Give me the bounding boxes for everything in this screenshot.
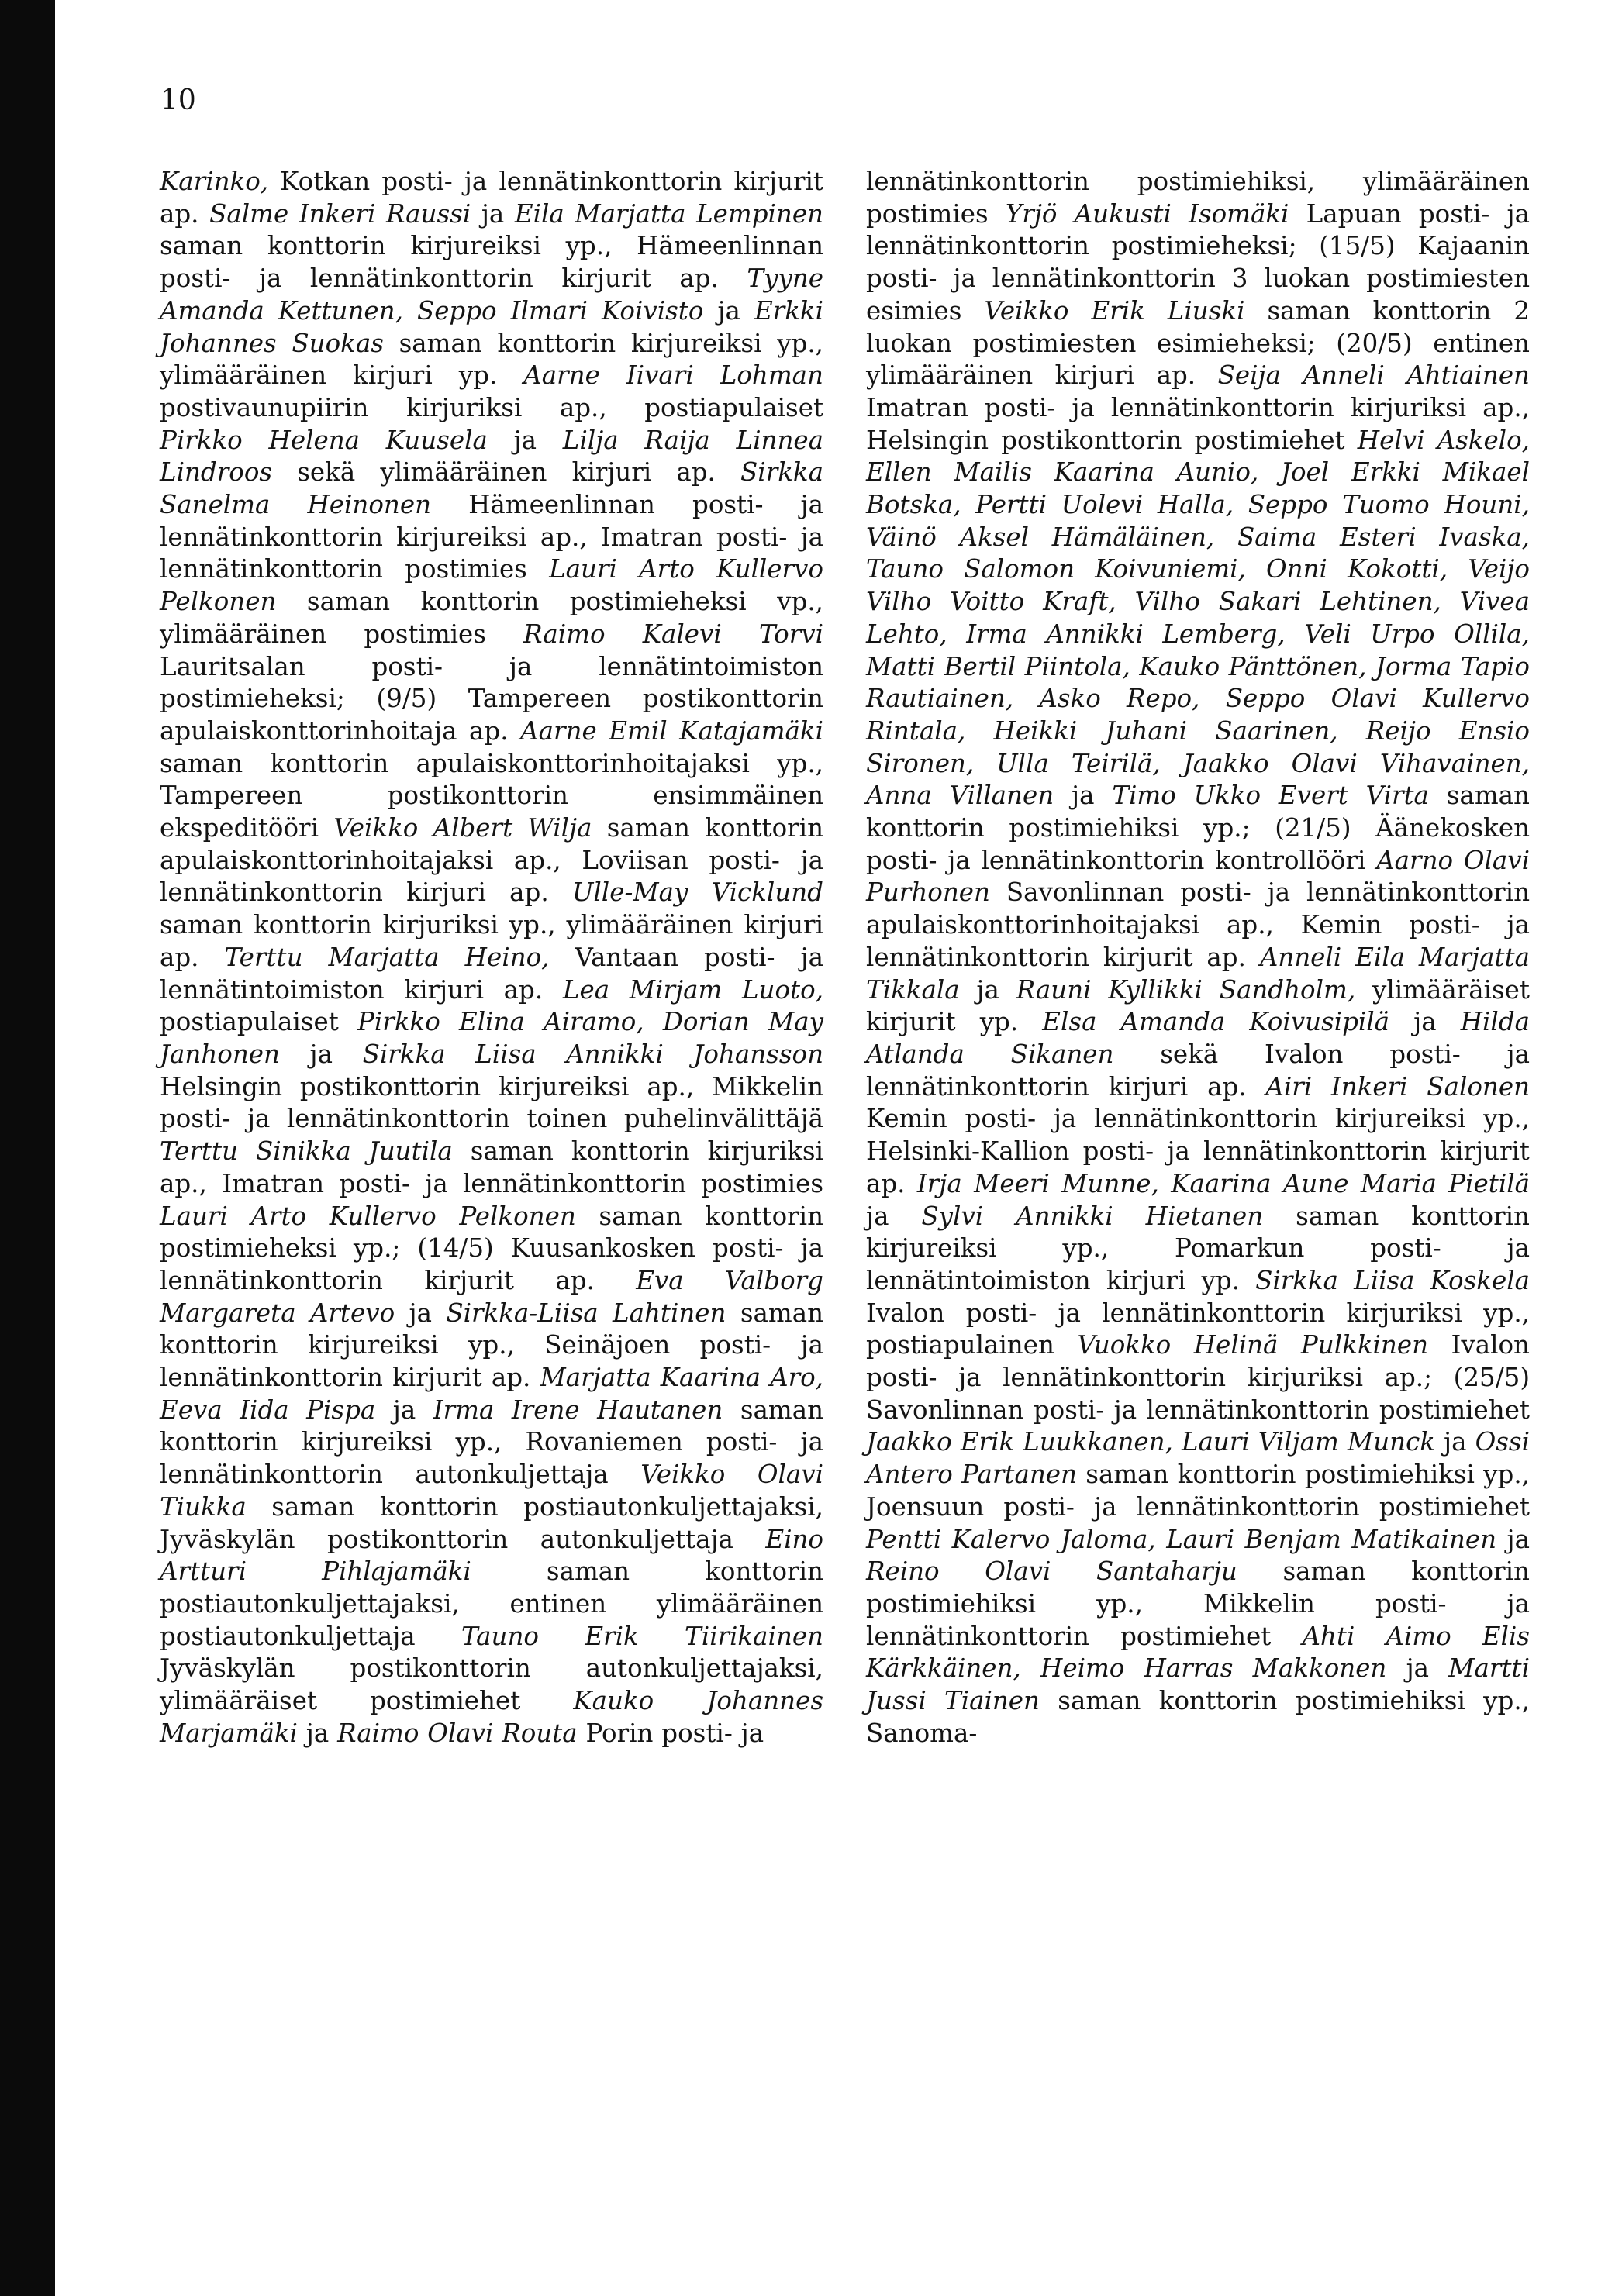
body-text: ja xyxy=(487,425,563,455)
person-name: Aarne Iivari Lohman xyxy=(523,360,823,391)
person-name: Sylvi Annikki Hietanen xyxy=(921,1201,1264,1231)
text-column-left xyxy=(160,166,823,1750)
person-name: Helvi Askelo, Ellen Mailis Kaarina Aunio, Joel Erkki Mikael Botska, Pertti Uolevi Halla, Seppo Tuomo Houni, Väinö Aksel Hämäläinen, Saima Esteri Ivaska, Tauno Salomon Koivuniemi, Onni Kokotti, Veijo Vilho Voitto Kraft, Vilho Sakari Lehtinen, Vivea Lehto, Irma Annikki Lemberg, Veli Urpo Ollila, Matti Bertil Piintola, Kauko Pänttönen, Jorma Tapio Rautiainen, Asko Repo, Seppo Olavi Kullervo Rintala, Heikki Juhani Saarinen, Reijo Ensio Sironen, Ulla Teirilä, Jaakko Olavi Vihavainen, Anna Villanen xyxy=(866,425,1530,811)
body-text: sekä Ivalon posti- ja lennätinkonttorin kirjuri ap. xyxy=(866,1039,1531,1101)
body-text: saman konttorin postimiehiksi yp., Mikkelin posti- ja lennätinkonttorin postimiehet xyxy=(866,1557,1530,1651)
person-name: Veikko Erik Liuski xyxy=(984,295,1245,326)
person-name: Sirkka Sanelma Heinonen xyxy=(160,457,823,520)
body-text: saman konttorin kirjureiksi yp., Seinäjoen posti- ja lennätinkonttorin kirjurit ap. xyxy=(160,1298,823,1393)
body-text: postivaunupiirin kirjuriksi ap., postiapulaiset xyxy=(160,392,823,422)
person-name: Irja Meeri Munne, Kaarina Aune Maria Pietilä xyxy=(916,1168,1531,1198)
person-name: Raimo Olavi Routa xyxy=(337,1718,578,1748)
person-name: Aarno Olavi Purhonen xyxy=(866,845,1530,908)
person-name: Tyyne Amanda Kettunen, Seppo Ilmari Koivisto xyxy=(160,264,823,326)
person-name: Veikko Albert Wilja xyxy=(333,813,592,843)
body-text: ja xyxy=(959,974,1016,1005)
body-text: Ivalon posti- ja lennätinkonttorin kirjuriksi ap.; (25/5) Savonlinnan posti- ja lennätinkonttorin postimiehet xyxy=(866,1330,1530,1425)
person-name: Elsa Amanda Koivusipilä xyxy=(1042,1007,1390,1037)
person-name: Raimo Kalevi Torvi xyxy=(523,619,823,649)
person-name: Yrjö Aukusti Isomäki xyxy=(1005,198,1289,229)
body-text: saman konttorin kirjureiksi yp., Hämeenlinnan posti- ja lennätinkonttorin kirjurit ap. xyxy=(160,231,823,294)
column-paragraph xyxy=(160,166,823,1750)
body-text: ja xyxy=(471,198,515,229)
body-text: Porin posti- ja xyxy=(577,1718,764,1748)
body-text: ja xyxy=(866,1201,922,1231)
person-name: Aarne Emil Katajamäki xyxy=(520,715,823,746)
page-number: 10 xyxy=(160,84,196,116)
person-name: Sirkka Liisa Koskela xyxy=(1255,1265,1530,1295)
body-text: Kotkan posti- ja lennätinkonttorin kirjurit ap. xyxy=(160,167,823,229)
person-name: Marjatta Kaarina Aro, Eeva Iida Pispa xyxy=(160,1363,824,1425)
person-name: Ossi Antero Partanen xyxy=(866,1427,1530,1490)
body-text: sekä ylimääräinen kirjuri ap. xyxy=(272,457,741,488)
body-text: Savonlinnan posti- ja lennätinkonttorin apulaiskonttorinhoitajaksi ap., Kemin posti- ja lennätinkonttorin kirjurit ap. xyxy=(866,877,1530,972)
person-name: Sirkka-Liisa Lahtinen xyxy=(446,1298,726,1328)
body-text: Lapuan posti- ja lennätinkonttorin postimieheksi; (15/5) Kajaanin posti- ja lennätinkonttorin 3 luokan postimiesten esimies xyxy=(866,198,1530,326)
body-text: saman konttorin postimieheksi yp.; (14/5) Kuusankosken posti- ja lennätinkonttorin kirjurit ap. xyxy=(160,1201,823,1295)
person-name: Terttu Marjatta Heino, xyxy=(224,942,550,972)
body-text: saman konttorin postiautonkuljettajaksi, Jyväskylän postikonttorin autonkuljettaja xyxy=(160,1491,823,1554)
body-text: Imatran posti- ja lennätinkonttorin kirjuriksi ap., Helsingin postikonttorin postimiehet xyxy=(866,392,1530,455)
body-text: saman konttorin kirjureiksi yp., Pomarkun posti- ja lennätintoimiston kirjuri yp. xyxy=(866,1201,1530,1295)
body-text: ja xyxy=(375,1394,433,1425)
person-name: Timo Ukko Evert Virta xyxy=(1112,781,1429,811)
body-text: ja xyxy=(279,1039,363,1069)
body-text: ja xyxy=(1496,1524,1531,1554)
body-text: ja xyxy=(703,295,754,326)
person-name: Jaakko Erik Luukkanen, Lauri Viljam Munck xyxy=(866,1427,1435,1457)
body-text: ja xyxy=(1434,1427,1475,1457)
person-name: Sirkka Liisa Annikki Johansson xyxy=(362,1039,823,1069)
body-text: saman konttorin postimieheksi vp., ylimääräinen postimies xyxy=(160,587,823,649)
body-text: lennätinkonttorin postimiehiksi, ylimääräinen postimies xyxy=(866,167,1530,229)
person-name: Vuokko Helinä Pulkkinen xyxy=(1077,1330,1428,1360)
person-name: Seija Anneli Ahtiainen xyxy=(1217,360,1530,391)
text-column-right xyxy=(866,166,1530,1750)
person-name: Ulle-May Vicklund xyxy=(572,877,823,908)
body-text: saman konttorin postimiehiksi yp., Joensuun posti- ja lennätinkonttorin postimiehet xyxy=(866,1460,1530,1522)
person-name: Hilda Atlanda Sikanen xyxy=(866,1007,1530,1069)
body-text: saman konttorin apulaiskonttorinhoitajaksi ap., Loviisan posti- ja lennätinkonttorin kirjuri ap. xyxy=(160,813,824,908)
body-text: Ivalon posti- ja lennätinkonttorin kirjuriksi yp., postiapulainen xyxy=(866,1298,1530,1360)
person-name: Veikko Olavi Tiukka xyxy=(160,1460,823,1522)
person-name: Eva Valborg Margareta Artevo xyxy=(160,1265,823,1328)
person-name: Lea Mirjam Luoto, xyxy=(562,974,823,1005)
person-name: Terttu Sinikka Juutila xyxy=(160,1136,453,1167)
body-text: saman konttorin apulaiskonttorinhoitajaksi yp., Tampereen postikonttorin ensimmäinen ekspeditööri xyxy=(160,748,823,843)
body-text: saman konttorin 2 luokan postimiesten esimieheksi; (20/5) entinen ylimääräinen kirjuri ap. xyxy=(866,295,1530,391)
person-name: Anneli Eila Marjatta Tikkala xyxy=(866,942,1531,1005)
person-name: Eino Artturi Pihlajamäki xyxy=(160,1524,823,1587)
person-name: Erkki Johannes Suokas xyxy=(160,295,823,358)
body-text: ja xyxy=(1389,1007,1461,1037)
column-paragraph xyxy=(866,166,1530,1750)
person-name: Reino Olavi Santaharju xyxy=(866,1557,1237,1587)
body-text: Vantaan posti- ja lennätintoimiston kirjuri ap. xyxy=(160,942,824,1005)
body-text: ja xyxy=(297,1718,338,1748)
scan-edge-bar xyxy=(0,0,55,2296)
person-name: Pirkko Elina Airamo, Dorian May Janhonen xyxy=(160,1007,823,1069)
body-text: ylimääräiset kirjurit yp. xyxy=(866,974,1530,1037)
body-text: Jyväskylän postikonttorin autonkuljettajaksi, ylimääräiset postimiehet xyxy=(160,1653,823,1716)
person-name: Airi Inkeri Salonen xyxy=(1265,1071,1531,1101)
body-text: saman konttorin kirjuriksi yp., ylimääräinen kirjuri ap. xyxy=(160,910,823,972)
person-name: Salme Inkeri Raussi xyxy=(209,198,471,229)
person-name: Kauko Johannes Marjamäki xyxy=(160,1686,823,1748)
body-text: ja xyxy=(395,1298,447,1328)
person-name: Pirkko Helena Kuusela xyxy=(160,425,488,455)
person-name: Tauno Erik Tiirikainen xyxy=(461,1621,823,1651)
body-text: Helsingin postikonttorin kirjureiksi ap., Mikkelin posti- ja lennätinkonttorin toinen puhelinvälittäjä xyxy=(160,1071,823,1134)
person-name: Lauri Arto Kullervo Pelkonen xyxy=(160,554,823,617)
person-name: Irma Irene Hautanen xyxy=(433,1394,723,1425)
body-text: saman konttorin kirjureiksi yp., Rovaniemen posti- ja lennätinkonttorin autonkuljettaja xyxy=(160,1394,824,1490)
person-name: Lauri Arto Kullervo Pelkonen xyxy=(160,1201,576,1231)
body-text: saman konttorin postimiehiksi yp.; (21/5) Äänekosken posti- ja lennätinkonttorin kontrollööri xyxy=(866,781,1530,875)
person-name: Martti Jussi Tiainen xyxy=(866,1653,1530,1716)
body-text: saman konttorin postiautonkuljettajaksi, entinen ylimääräinen postiautonkuljettaja xyxy=(160,1557,823,1651)
body-text: Hämeenlinnan posti- ja lennätinkonttorin kirjureiksi ap., Imatran posti- ja lennätinkonttorin postimies xyxy=(160,490,823,584)
body-text: saman konttorin kirjureiksi yp., ylimääräinen kirjuri yp. xyxy=(160,328,823,391)
person-name: Karinko, xyxy=(160,167,269,196)
person-name: Pentti Kalervo Jaloma, Lauri Benjam Matikainen xyxy=(866,1524,1497,1554)
body-text: ja xyxy=(1386,1653,1449,1684)
body-text: ja xyxy=(1054,781,1113,811)
body-text: postiapulaiset xyxy=(160,1007,358,1037)
body-text: Kemin posti- ja lennätinkonttorin kirjureiksi yp., Helsinki-Kallion posti- ja lennätinkonttorin kirjurit ap. xyxy=(866,1104,1530,1198)
body-text: Lauritsalan posti- ja lennätintoimiston postimieheksi; (9/5) Tampereen postikonttorin apulaiskonttorinhoitaja ap. xyxy=(160,651,823,746)
body-text: saman konttorin kirjuriksi ap., Imatran posti- ja lennätinkonttorin postimies xyxy=(160,1136,823,1198)
person-name: Eila Marjatta Lempinen xyxy=(514,198,823,229)
body-text: saman konttorin postimiehiksi yp., Sanoma- xyxy=(866,1686,1530,1748)
person-name: Rauni Kyllikki Sandholm, xyxy=(1016,974,1356,1005)
person-name: Ahti Aimo Elis Kärkkäinen, Heimo Harras Makkonen xyxy=(866,1621,1530,1684)
person-name: Lilja Raija Linnea Lindroos xyxy=(160,425,823,488)
